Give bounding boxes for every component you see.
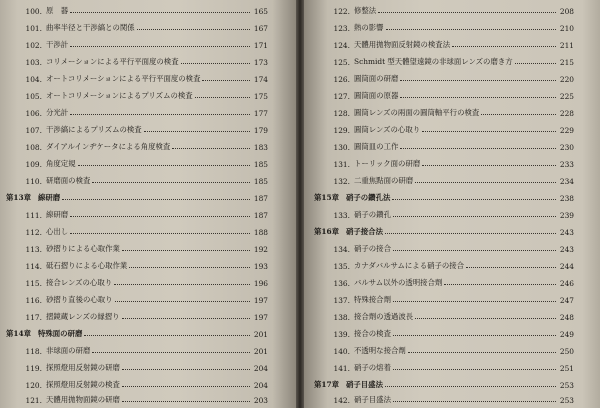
entry-title: 圓筒面の原器 <box>354 91 399 100</box>
toc-entry <box>6 2 268 16</box>
entry-number: 100. <box>25 7 42 16</box>
entry-title: 二重焦點面の研磨 <box>354 176 414 185</box>
entry-title: バルサム以外の透明接合劑 <box>354 278 443 287</box>
entry-number: 114. <box>25 262 42 271</box>
entry-title: 分光計 <box>46 108 69 117</box>
entry-page: 187 <box>253 194 268 203</box>
toc-entry <box>314 2 574 16</box>
entry-page: 239 <box>559 211 574 220</box>
toc-entry <box>6 172 268 186</box>
entry-number: 106. <box>25 109 42 118</box>
leader-dots <box>195 97 250 98</box>
leader-dots <box>122 250 250 251</box>
leader-dots <box>172 148 250 149</box>
entry-page: 243 <box>559 228 574 237</box>
toc-entry <box>314 391 574 405</box>
leader-dots <box>114 284 250 285</box>
entry-number: 107. <box>25 126 42 135</box>
chapter-title: 硝子接合法 <box>346 227 383 236</box>
entry-title: 砂摺り直後の心取り <box>46 295 113 304</box>
entry-number: 141. <box>333 364 350 373</box>
leader-dots <box>70 233 250 234</box>
entry-title: Schmidt 型天體望遠鏡の非球面レンズの磨き方 <box>354 57 513 66</box>
entry-title: 干渉計 <box>46 40 69 49</box>
toc-entry <box>6 376 268 390</box>
toc-entry <box>314 121 574 135</box>
entry-number: 119. <box>25 364 42 373</box>
leader-dots <box>144 131 250 132</box>
entry-page: 229 <box>559 126 574 135</box>
toc-entry <box>6 70 268 84</box>
entry-page: 249 <box>559 330 574 339</box>
entry-page: 244 <box>559 262 574 271</box>
entry-number: 123. <box>333 24 350 33</box>
entry-page: 253 <box>559 381 574 390</box>
entry-title: 修整法 <box>354 6 377 15</box>
leader-dots <box>422 131 556 132</box>
leader-dots <box>415 182 556 183</box>
toc-entry <box>314 257 574 271</box>
entry-title: 接合劑の透過波長 <box>354 312 414 321</box>
entry-title: 熱の影響 <box>354 23 384 32</box>
entry-title: オートコリメーションによるプリズムの検査 <box>46 91 193 100</box>
entry-page: 234 <box>559 177 574 186</box>
left-page <box>0 0 296 408</box>
leader-dots <box>129 267 250 268</box>
chapter-heading <box>6 325 268 339</box>
entry-title: 探照燈用反射鏡の検査 <box>46 380 120 389</box>
leader-dots <box>393 335 556 336</box>
leader-dots <box>444 284 556 285</box>
entry-page: 196 <box>253 279 268 288</box>
entry-page: 250 <box>559 347 574 356</box>
book-gutter <box>296 0 304 408</box>
toc-entry <box>6 36 268 50</box>
leader-dots <box>92 352 250 353</box>
entry-title: 接合の検査 <box>354 329 391 338</box>
toc-entry <box>314 172 574 186</box>
entry-number: 111. <box>25 211 42 220</box>
entry-title: 砥石摺りによる心取作業 <box>46 261 128 270</box>
leader-dots <box>452 46 556 47</box>
toc-entry <box>6 257 268 271</box>
toc-entry <box>314 308 574 322</box>
entry-title: 硝子の鑽孔 <box>354 210 391 219</box>
entry-page: 185 <box>253 177 268 186</box>
entry-number: 125. <box>333 58 350 67</box>
toc-entry <box>6 104 268 118</box>
leader-dots <box>385 233 556 234</box>
toc-entry <box>6 274 268 288</box>
chapter-number: 第16章 <box>314 227 340 236</box>
entry-number: 128. <box>333 109 350 118</box>
entry-number: 102. <box>25 41 42 50</box>
toc-entry <box>6 138 268 152</box>
entry-number: 122. <box>333 7 350 16</box>
toc-entry <box>314 53 574 67</box>
entry-page: 201 <box>253 347 268 356</box>
chapter-title: 硝子の鑽孔法 <box>346 193 391 202</box>
entry-title: 摺鏡蔵レンズの縁摺り <box>46 312 120 321</box>
entry-page: 175 <box>253 92 268 101</box>
toc-entry <box>314 19 574 33</box>
toc-entry <box>6 223 268 237</box>
entry-number: 116. <box>25 296 42 305</box>
entry-page: 246 <box>559 279 574 288</box>
toc-entry <box>314 155 574 169</box>
leader-dots <box>84 335 250 336</box>
toc-entry <box>314 104 574 118</box>
leader-dots <box>400 80 556 81</box>
leader-dots <box>378 12 556 13</box>
chapter-heading <box>314 376 574 390</box>
entry-title: ダイアルインヂケータによる角度検査 <box>46 142 171 151</box>
chapter-heading <box>6 189 268 203</box>
entry-number: 133. <box>333 211 350 220</box>
entry-title: 心出し <box>46 227 69 236</box>
leader-dots <box>62 199 250 200</box>
toc-entry <box>6 359 268 373</box>
leader-dots <box>393 216 556 217</box>
entry-page: 211 <box>559 41 574 50</box>
entry-title: 天體用拋物面反射鏡の検査法 <box>354 40 451 49</box>
entry-page: 165 <box>253 7 268 16</box>
leader-dots <box>422 165 556 166</box>
entry-page: 171 <box>253 41 268 50</box>
entry-page: 215 <box>559 58 574 67</box>
toc-entry <box>6 308 268 322</box>
entry-number: 135. <box>333 262 350 271</box>
chapter-title: 線研磨 <box>38 193 61 202</box>
entry-number: 120. <box>25 381 42 390</box>
entry-title: 研磨面の検査 <box>46 176 91 185</box>
right-page <box>304 0 600 408</box>
entry-page: 225 <box>559 92 574 101</box>
entry-page: 173 <box>253 58 268 67</box>
entry-number: 139. <box>333 330 350 339</box>
entry-page: 230 <box>559 143 574 152</box>
toc-entry <box>314 274 574 288</box>
entry-page: 208 <box>559 7 574 16</box>
leader-dots <box>386 29 556 30</box>
entry-page: 193 <box>253 262 268 271</box>
entry-title: 曲率半径と干渉縞との関係 <box>46 23 135 32</box>
entry-number: 137. <box>333 296 350 305</box>
entry-page: 247 <box>559 296 574 305</box>
entry-page: 203 <box>253 396 268 405</box>
entry-page: 253 <box>559 396 574 405</box>
leader-dots <box>415 318 556 319</box>
entry-number: 105. <box>25 92 42 101</box>
toc-entry <box>6 19 268 33</box>
chapter-number: 第15章 <box>314 193 340 202</box>
chapter-heading <box>314 223 574 237</box>
toc-entry <box>6 53 268 67</box>
entry-page: 187 <box>253 211 268 220</box>
entry-page: 228 <box>559 109 574 118</box>
chapter-title: 硝子目盛法 <box>346 380 383 389</box>
entry-title: オートコリメーションによる平行平面度の検査 <box>46 74 201 83</box>
entry-title: 探照燈用反射鏡の研磨 <box>46 363 120 372</box>
leader-dots <box>393 301 556 302</box>
entry-title: 砂摺りによる心取作業 <box>46 244 120 253</box>
leader-dots <box>70 114 250 115</box>
leader-dots <box>70 216 250 217</box>
leader-dots <box>122 386 250 387</box>
toc-entry <box>314 342 574 356</box>
entry-number: 117. <box>25 313 42 322</box>
toc-entry <box>6 155 268 169</box>
entry-number: 126. <box>333 75 350 84</box>
entry-page: 251 <box>559 364 574 373</box>
entry-title: コリメーションによる平行平面度の検査 <box>46 57 179 66</box>
entry-number: 130. <box>333 143 350 152</box>
entry-title: 原 器 <box>46 6 69 15</box>
entry-number: 140. <box>333 347 350 356</box>
leader-dots <box>400 148 556 149</box>
toc-entry <box>6 121 268 135</box>
leader-dots <box>202 80 250 81</box>
leader-dots <box>481 114 556 115</box>
entry-title: 接合レンズの心取り <box>46 278 113 287</box>
toc-entry <box>6 342 268 356</box>
entry-page: 201 <box>253 330 268 339</box>
entry-page: 188 <box>253 228 268 237</box>
entry-number: 131. <box>333 160 350 169</box>
leader-dots <box>115 301 250 302</box>
entry-number: 103. <box>25 58 42 67</box>
entry-page: 243 <box>559 245 574 254</box>
leader-dots <box>408 352 556 353</box>
toc-entry <box>6 391 268 405</box>
entry-page: 174 <box>253 75 268 84</box>
leader-dots <box>78 165 250 166</box>
toc-entry <box>314 87 574 101</box>
entry-number: 142. <box>333 396 350 405</box>
entry-number: 113. <box>25 245 42 254</box>
leader-dots <box>122 369 250 370</box>
entry-number: 138. <box>333 313 350 322</box>
entry-title: 角度定規 <box>46 159 76 168</box>
entry-number: 109. <box>25 160 42 169</box>
entry-title: トーリック面の研磨 <box>354 159 421 168</box>
toc-entry <box>314 70 574 84</box>
entry-title: 硝子の熔着 <box>354 363 391 372</box>
toc-entry <box>314 325 574 339</box>
toc-entry <box>314 206 574 220</box>
entry-number: 132. <box>333 177 350 186</box>
entry-number: 124. <box>333 41 350 50</box>
entry-page: 210 <box>559 24 574 33</box>
leader-dots <box>70 12 250 13</box>
leader-dots <box>400 97 556 98</box>
chapter-number: 第17章 <box>314 380 340 389</box>
entry-number: 112. <box>25 228 42 237</box>
entry-title: 圓筒レンズの心取り <box>354 125 421 134</box>
entry-page: 183 <box>253 143 268 152</box>
toc-entry <box>314 359 574 373</box>
entry-page: 192 <box>253 245 268 254</box>
chapter-title: 特殊面の研磨 <box>38 329 83 338</box>
entry-number: 129. <box>333 126 350 135</box>
leader-dots <box>70 46 250 47</box>
leader-dots <box>466 267 556 268</box>
leader-dots <box>122 318 250 319</box>
entry-page: 204 <box>253 364 268 373</box>
toc-entry <box>314 138 574 152</box>
entry-page: 179 <box>253 126 268 135</box>
chapter-heading <box>314 189 574 203</box>
entry-number: 110. <box>25 177 42 186</box>
toc-entry <box>6 206 268 220</box>
entry-page: 167 <box>253 24 268 33</box>
entry-page: 197 <box>253 296 268 305</box>
entry-title: 非球面の研磨 <box>46 346 91 355</box>
entry-page: 197 <box>253 313 268 322</box>
entry-title: 不透明な接合劑 <box>354 346 406 355</box>
leader-dots <box>122 401 250 402</box>
leader-dots <box>393 401 556 402</box>
entry-number: 115. <box>25 279 42 288</box>
leader-dots <box>137 29 250 30</box>
entry-page: 204 <box>253 381 268 390</box>
toc-entry <box>6 240 268 254</box>
entry-number: 134. <box>333 245 350 254</box>
entry-number: 127. <box>333 92 350 101</box>
toc-entry <box>314 36 574 50</box>
entry-title: カナダバルサムによる硝子の接合 <box>354 261 465 270</box>
chapter-number: 第14章 <box>6 329 32 338</box>
leader-dots <box>385 386 556 387</box>
entry-title: 硝子の接合 <box>354 244 391 253</box>
entry-title: 硝子目盛法 <box>354 395 391 404</box>
entry-page: 233 <box>559 160 574 169</box>
leader-dots <box>392 199 556 200</box>
entry-title: 特殊接合劑 <box>354 295 391 304</box>
entry-title: 線研磨 <box>46 210 69 219</box>
entry-number: 136. <box>333 279 350 288</box>
toc-entry <box>314 291 574 305</box>
entry-page: 220 <box>559 75 574 84</box>
entry-number: 104. <box>25 75 42 84</box>
entry-title: 圓筒皿の工作 <box>354 142 399 151</box>
leader-dots <box>515 63 556 64</box>
entry-number: 101. <box>25 24 42 33</box>
entry-title: 圓筒レンズの兩面の圓筒軸平行の検査 <box>354 108 480 117</box>
leader-dots <box>393 369 556 370</box>
entry-page: 248 <box>559 313 574 322</box>
entry-title: 干渉縞によるプリズムの検査 <box>46 125 142 134</box>
entry-title: 天體用拋物面鏡の研磨 <box>46 395 120 404</box>
toc-entry <box>6 291 268 305</box>
entry-number: 121. <box>25 396 42 405</box>
leader-dots <box>92 182 250 183</box>
toc-entry <box>6 87 268 101</box>
entry-number: 118. <box>25 347 42 356</box>
entry-number: 108. <box>25 143 42 152</box>
entry-title: 圓筒面の研磨 <box>354 74 399 83</box>
leader-dots <box>393 250 556 251</box>
entry-page: 238 <box>559 194 574 203</box>
entry-page: 177 <box>253 109 268 118</box>
toc-entry <box>314 240 574 254</box>
leader-dots <box>181 63 250 64</box>
chapter-number: 第13章 <box>6 193 32 202</box>
entry-page: 185 <box>253 160 268 169</box>
